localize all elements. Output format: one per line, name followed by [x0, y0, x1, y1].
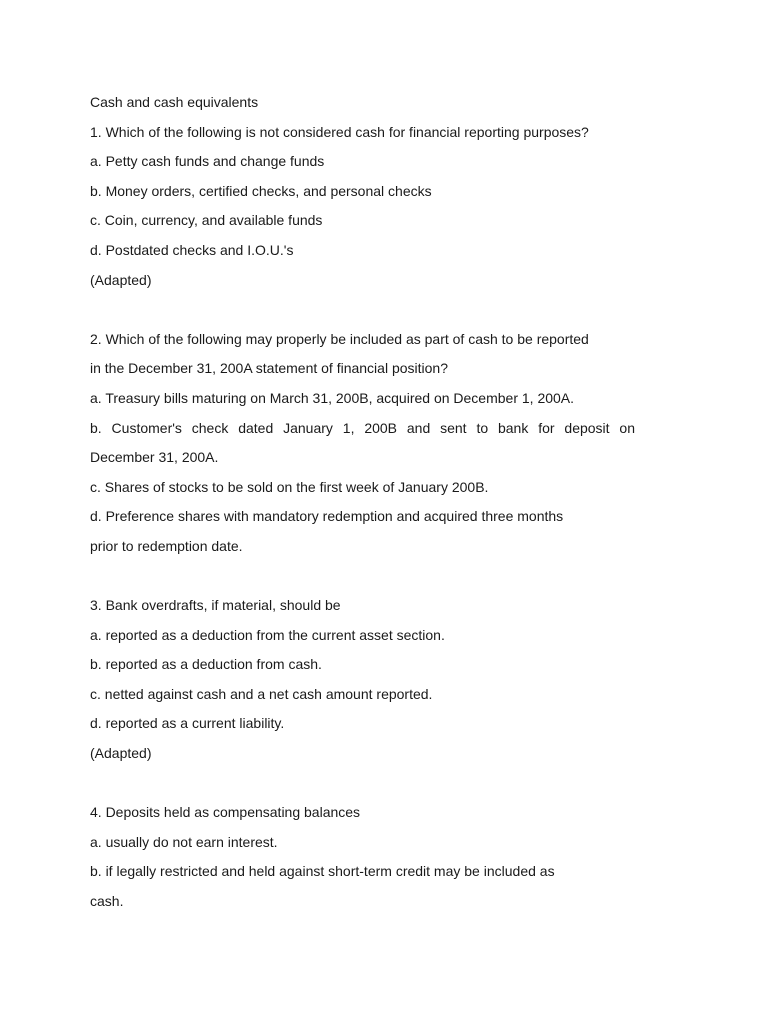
- question-2-option-a: a. Treasury bills maturing on March 31, 200B, acquired on December 1, 200A.: [90, 389, 575, 406]
- question-1-option-b: b. Money orders, certified checks, and personal checks: [90, 182, 432, 199]
- spacer: [90, 769, 635, 799]
- question-1: [90, 118, 635, 296]
- question-1-option-c: c. Coin, currency, and available funds: [90, 212, 323, 229]
- question-2-stem-line-1: 2. Which of the following may properly be included as part of cash to be reported: [90, 330, 589, 347]
- question-2-option-d-line-1: d. Preference shares with mandatory redemption and acquired three months: [90, 508, 564, 525]
- question-3-note: (Adapted): [90, 745, 152, 762]
- spacer: [90, 562, 635, 592]
- question-4-stem: 4. Deposits held as compensating balances: [90, 804, 361, 821]
- question-1-option-a: a. Petty cash funds and change funds: [90, 153, 325, 170]
- question-1-option-d: d. Postdated checks and I.O.U.'s: [90, 241, 294, 258]
- question-2-option-b-line-1: b. Customer's check dated January 1, 200B and sent to bank for deposit on: [90, 419, 635, 436]
- question-4: [90, 798, 635, 916]
- question-3-stem: 3. Bank overdrafts, if material, should be: [90, 597, 341, 614]
- question-2: [90, 325, 635, 562]
- question-2-option-c: c. Shares of stocks to be sold on the first week of January 200B.: [90, 478, 489, 495]
- document-page: [90, 88, 635, 917]
- question-1-stem: 1. Which of the following is not considered cash for financial reporting purposes?: [90, 123, 589, 140]
- document-title: Cash and cash equivalents: [90, 94, 259, 110]
- question-3-option-d: d. reported as a current liability.: [90, 715, 285, 732]
- spacer: [90, 295, 635, 325]
- question-3-option-b: b. reported as a deduction from cash.: [90, 656, 322, 673]
- question-3: [90, 591, 635, 769]
- question-4-option-b-line-2: cash.: [90, 893, 124, 910]
- question-3-option-a: a. reported as a deduction from the current asset section.: [90, 626, 445, 643]
- question-2-stem-line-2: in the December 31, 200A statement of financial position?: [90, 360, 448, 377]
- question-2-option-d-line-2: prior to redemption date.: [90, 537, 243, 554]
- question-1-note: (Adapted): [90, 271, 152, 288]
- question-3-option-c: c. netted against cash and a net cash amount reported.: [90, 685, 433, 702]
- question-4-option-b-line-1: b. if legally restricted and held against short-term credit may be included as: [90, 863, 555, 880]
- question-4-option-a: a. usually do not earn interest.: [90, 833, 278, 850]
- question-2-option-b-line-2: December 31, 200A.: [90, 449, 219, 466]
